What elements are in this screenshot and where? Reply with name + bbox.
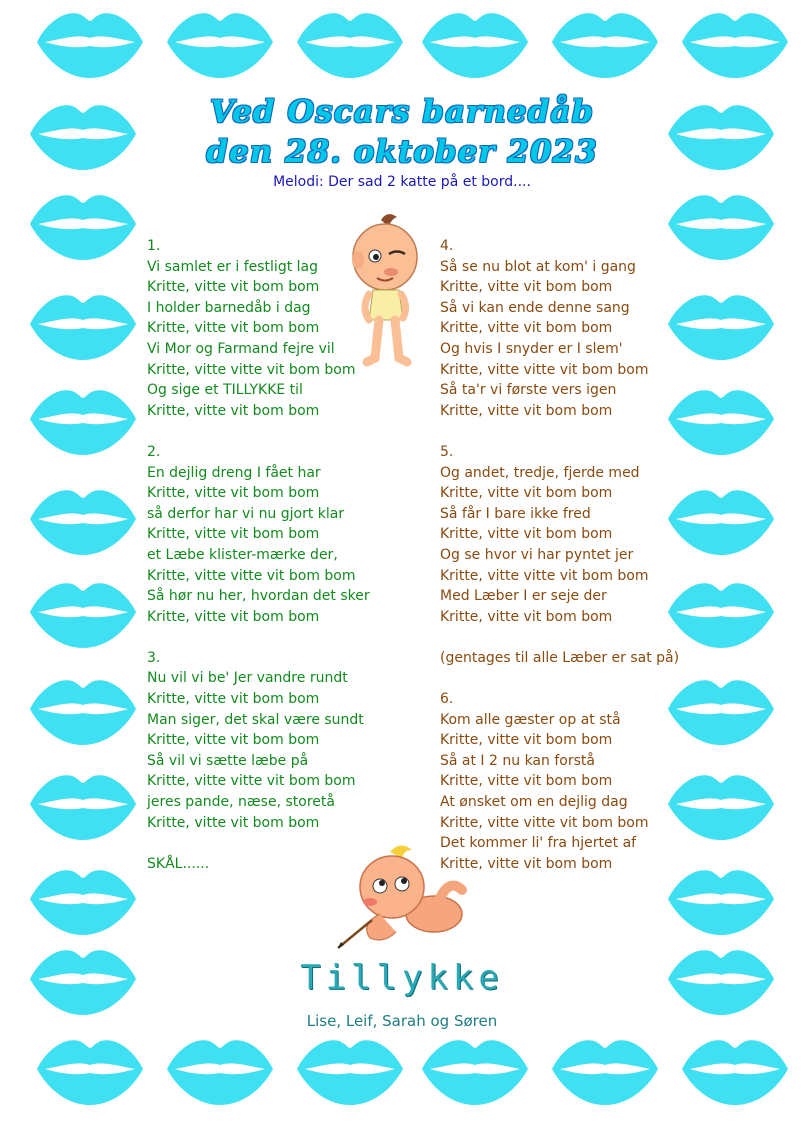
lyric-right-line: 4. (440, 238, 454, 254)
lyric-right-line: Kritte, vitte vit bom bom (440, 526, 613, 543)
lyric-left-line: Kritte, vitte vitte vit bom bom (147, 567, 356, 584)
lyric-left-line: Kritte, vitte vitte vit bom bom (147, 773, 356, 790)
lyric-left-line: 3. (147, 649, 161, 666)
lips-icon (28, 578, 138, 650)
lyric-right-line: Kritte, vitte vit bom bom (440, 608, 613, 625)
lyrics-left-column (147, 236, 370, 874)
lyric-left-line: Vi Mor og Farmand fejre vil (147, 340, 335, 357)
melody-subtitle: Melodi: Der sad 2 katte på et bord.... (273, 174, 531, 190)
lyric-left-line: Kritte, vitte vit bom bom (147, 608, 320, 625)
lyric-right-line: Kritte, vitte vit bom bom (440, 855, 613, 872)
lips-icon (666, 485, 776, 557)
lyric-right-line: 6. (440, 691, 454, 708)
lips-icon (28, 770, 138, 842)
lyric-left-line: Kritte, vitte vit bom bom (147, 279, 320, 296)
lyric-left-line: En dejlig dreng I fået har (147, 464, 321, 481)
lyric-left-line: Kritte, vitte vitte vit bom bom (147, 361, 356, 378)
winking-baby-icon (345, 212, 425, 367)
lyric-left-line: Vi samlet er i festligt lag (147, 258, 319, 275)
lyric-right-line: 5. (440, 443, 454, 460)
lyric-right-line: Så se nu blot at kom' i gang (440, 258, 636, 275)
lyric-left-line (147, 421, 370, 442)
lips-icon (666, 290, 776, 362)
lips-icon (28, 675, 138, 747)
lyric-right-line: (gentages til alle Læber er sat på) (440, 649, 680, 666)
lyric-left-line: Og sige et TILLYKKE til (147, 382, 303, 399)
lyrics-right-column (440, 236, 679, 874)
lyric-right-line: Kritte, vitte vitte vit bom bom (440, 361, 649, 378)
lyric-left-line: Kritte, vitte vit bom bom (147, 814, 320, 831)
lyric-right-line: Så ta'r vi første vers igen (440, 382, 617, 399)
lyric-right-line: Kritte, vitte vit bom bom (440, 320, 613, 337)
lyric-right-line: Det kommer li' fra hjertet af (440, 835, 637, 852)
lyric-right-line: Kritte, vitte vitte vit bom bom (440, 814, 649, 831)
lips-icon (666, 578, 776, 650)
lips-icon (165, 1035, 275, 1107)
lyric-left-line: Kritte, vitte vit bom bom (147, 320, 320, 337)
lyric-left-line: Kritte, vitte vit bom bom (147, 485, 320, 502)
lips-icon (28, 485, 138, 557)
lyric-right-line: Med Læber I er seje der (440, 588, 607, 605)
lyric-right-line: Kritte, vitte vit bom bom (440, 485, 613, 502)
lips-icon (165, 8, 275, 80)
lips-icon (295, 8, 405, 80)
title-line-2: den 28. oktober 2023 (206, 134, 598, 170)
lips-icon (420, 1035, 530, 1107)
lyric-left-line: Kritte, vitte vit bom bom (147, 402, 320, 419)
lyric-left-line: Kritte, vitte vit bom bom (147, 526, 320, 543)
lyric-left-line: Så vil vi sætte læbe på (147, 752, 309, 769)
lyric-left-line: I holder barnedåb i dag (147, 299, 311, 316)
lips-icon (666, 770, 776, 842)
lips-icon (666, 675, 776, 747)
lying-baby-icon (330, 842, 470, 957)
lips-icon (680, 1035, 790, 1107)
signature-names: Lise, Leif, Sarah og Søren (306, 1012, 498, 1030)
lyric-right-line (440, 668, 679, 689)
lips-icon (666, 385, 776, 457)
lyric-left-line: Så hør nu her, hvordan det sker (147, 588, 370, 605)
lips-icon (666, 865, 776, 937)
lyric-right-line: Og se hvor vi har pyntet jer (440, 546, 634, 563)
lyric-left-line: så derfor har vi nu gjort klar (147, 505, 345, 522)
lyric-left-line: Nu vil vi be' Jer vandre rundt (147, 670, 348, 687)
lyric-right-line: Kom alle gæster op at stå (440, 711, 621, 728)
lyric-right-line: Så at I 2 nu kan forstå (440, 752, 595, 769)
lips-icon (28, 385, 138, 457)
lyric-right-line: Kritte, vitte vit bom bom (440, 402, 613, 419)
lyric-right-line: Så vi kan ende denne sang (440, 299, 630, 316)
lips-icon (295, 1035, 405, 1107)
lyric-left-line: jeres pande, næse, storetå (147, 794, 335, 811)
lips-icon (28, 290, 138, 362)
lyric-right-line: At ønsket om en dejlig dag (440, 794, 628, 811)
lips-icon (28, 865, 138, 937)
lyric-left-line (147, 627, 370, 648)
lyric-right-line (440, 421, 679, 442)
lyric-right-line: Og hvis I snyder er I slem' (440, 340, 623, 357)
tillykke-heading: Tillykke (300, 958, 504, 998)
lyric-right-line: Så får I bare ikke fred (440, 505, 591, 522)
lips-icon (550, 8, 660, 80)
title-line-1: Ved Oscars barnedåb (209, 94, 595, 130)
lips-icon (420, 8, 530, 80)
lyric-left-line: Kritte, vitte vit bom bom (147, 732, 320, 749)
lyric-left-line: SKÅL...... (147, 855, 210, 872)
lyric-right-line: Kritte, vitte vitte vit bom bom (440, 567, 649, 584)
lips-icon (28, 190, 138, 262)
lips-icon (680, 8, 790, 80)
lips-icon (35, 1035, 145, 1107)
lyric-right-line: Kritte, vitte vit bom bom (440, 732, 613, 749)
lips-icon (550, 1035, 660, 1107)
lips-icon (35, 8, 145, 80)
lyric-left-line: Man siger, det skal være sundt (147, 711, 364, 728)
lyric-right-line (440, 627, 679, 648)
lyric-left-line: et Læbe klister-mærke der, (147, 546, 338, 563)
lyric-left-line: 1. (147, 238, 161, 254)
lyric-right-line: Kritte, vitte vit bom bom (440, 773, 613, 790)
lyric-right-line: Og andet, tredje, fjerde med (440, 464, 640, 481)
lyric-left-line: Kritte, vitte vit bom bom (147, 691, 320, 708)
lyric-left-line: 2. (147, 443, 161, 460)
lips-icon (666, 190, 776, 262)
lyric-right-line: Kritte, vitte vit bom bom (440, 279, 613, 296)
